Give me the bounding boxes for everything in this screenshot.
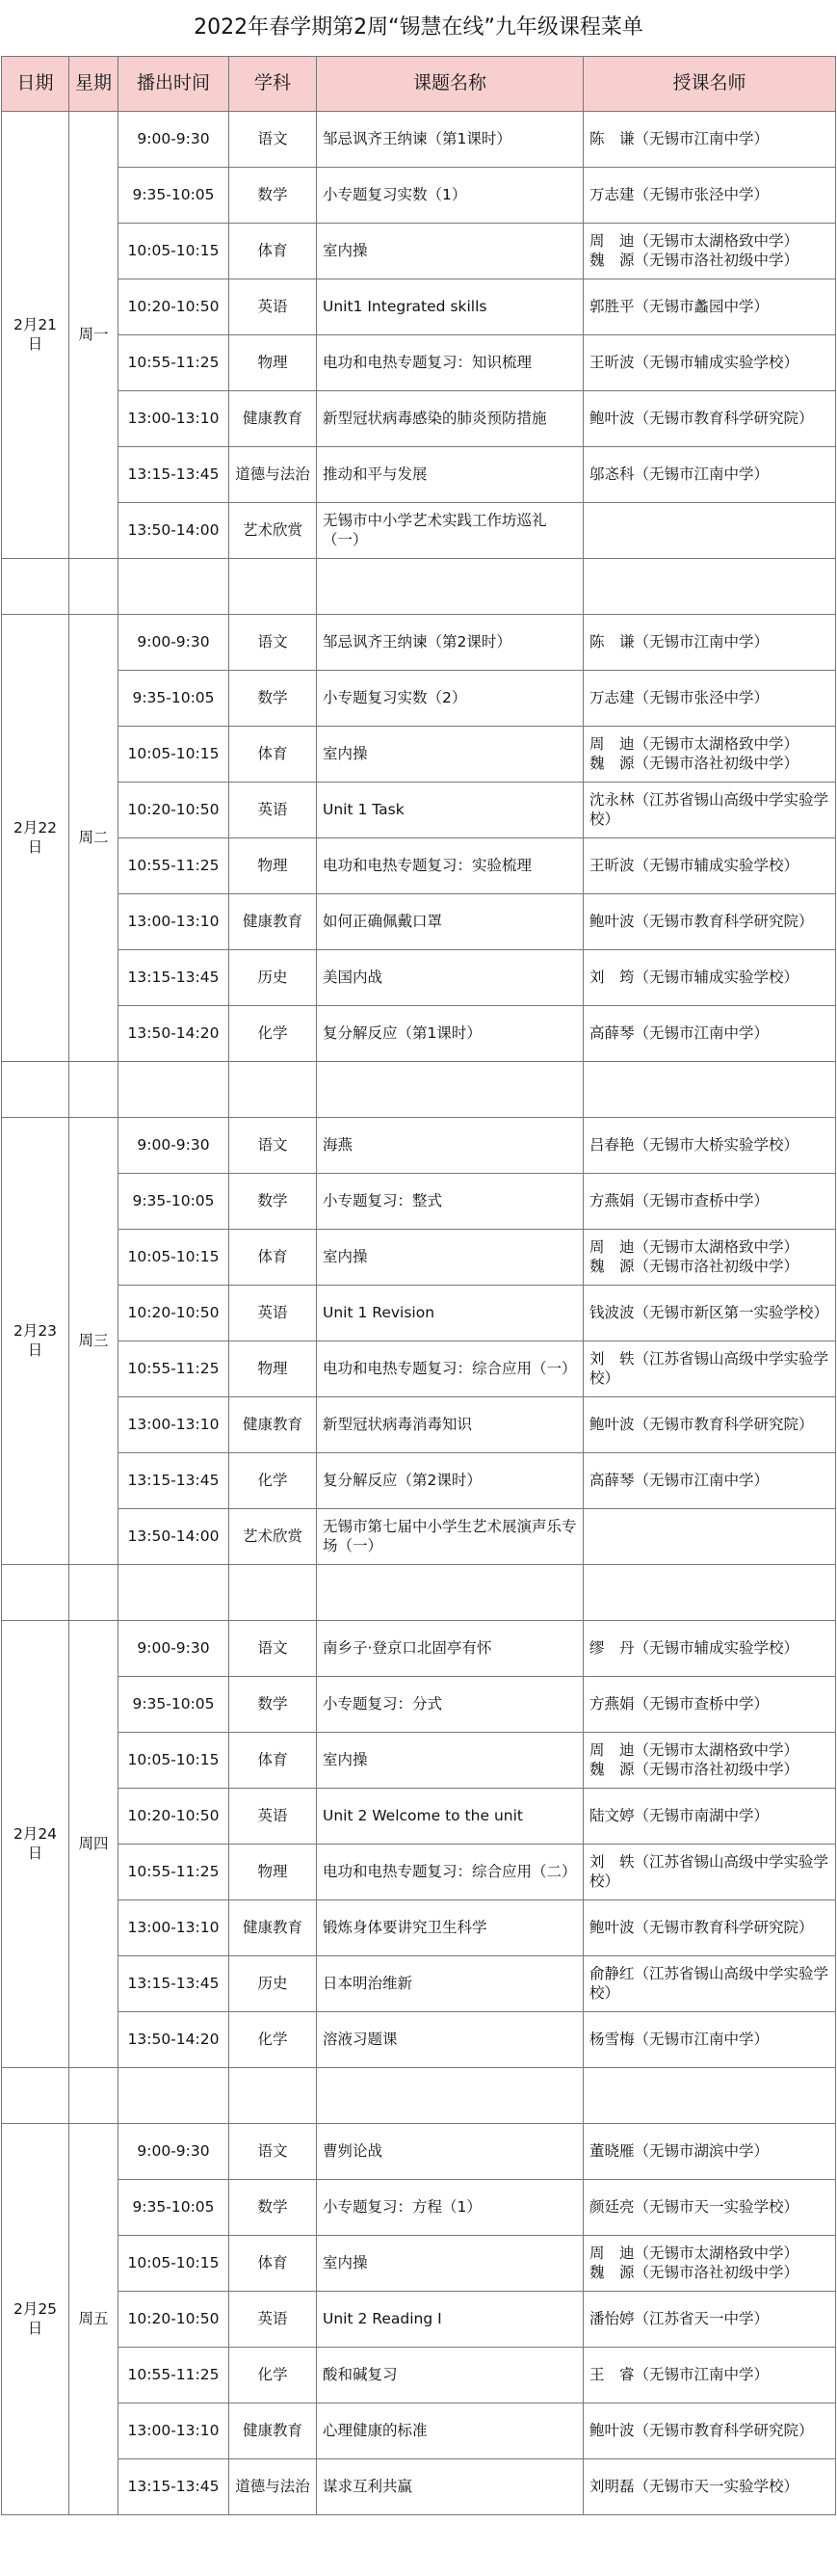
topic-cell: 新型冠状病毒感染的肺炎预防措施 [317,391,584,447]
table-row [2,1733,836,1789]
topic-cell: Unit 1 Revision [317,1286,584,1341]
subject-cell: 数学 [229,168,317,224]
table-row [2,447,836,503]
header-time: 播出时间 [118,57,229,112]
schedule-body [2,112,836,2515]
empty-cell [317,559,584,615]
subject-cell: 历史 [229,1956,317,2012]
table-row [2,1453,836,1509]
table-row [2,950,836,1006]
teacher-cell [584,1509,836,1565]
teacher-name: 郭胜平（无锡市蠡园中学） [589,297,770,315]
time-cell: 13:50-14:20 [118,1006,229,1062]
table-row [2,2180,836,2236]
teacher-name: 周 迪（无锡市太湖格致中学） [589,2244,799,2262]
teacher-cell [584,2348,836,2403]
empty-cell [118,559,229,615]
subject-cell: 英语 [229,2292,317,2348]
teacher-name: 陆文婷（无锡市南湖中学） [589,1806,770,1824]
teacher-cell [584,1733,836,1789]
table-row [2,894,836,950]
empty-cell [584,2068,836,2124]
time-cell: 13:15-13:45 [118,950,229,1006]
time-cell: 9:00-9:30 [118,112,229,168]
date-cell: 2月25日 [2,2124,69,2515]
teacher-cell [584,950,836,1006]
teacher-name: 刘 筠（无锡市辅成实验学校） [589,968,799,986]
teacher-cell [584,2180,836,2236]
teacher-cell [584,1453,836,1509]
teacher-name: 魏 源（无锡市洛社初级中学） [589,252,799,269]
topic-cell: Unit 1 Task [317,783,584,838]
topic-cell: 电功和电热专题复习：实验梳理 [317,838,584,894]
empty-cell [69,559,118,615]
teacher-name: 刘 轶（江苏省锡山高级中学实验学校） [589,1350,829,1387]
subject-cell: 物理 [229,1341,317,1397]
table-row [2,168,836,224]
subject-cell: 道德与法治 [229,447,317,503]
topic-cell: 溶液习题课 [317,2012,584,2068]
topic-cell: Unit 2 Welcome to the unit [317,1789,584,1845]
weekday-cell: 周五 [69,2124,118,2515]
empty-cell [584,559,836,615]
topic-cell: 邹忌讽齐王纳谏（第2课时） [317,615,584,671]
teacher-name: 方燕娟（无锡市查桥中学） [589,1191,770,1209]
teacher-cell [584,1174,836,1230]
time-cell: 13:15-13:45 [118,2459,229,2515]
subject-cell: 语文 [229,1621,317,1677]
teacher-cell [584,671,836,727]
subject-cell: 体育 [229,1230,317,1286]
time-cell: 9:00-9:30 [118,2124,229,2180]
subject-cell: 健康教育 [229,2403,317,2459]
time-cell: 10:55-11:25 [118,2348,229,2403]
table-row [2,1174,836,1230]
teacher-cell [584,1900,836,1956]
subject-cell: 体育 [229,1733,317,1789]
teacher-name: 万志建（无锡市张泾中学） [589,688,770,706]
teacher-name: 周 迪（无锡市太湖格致中学） [589,734,799,753]
subject-cell: 体育 [229,727,317,783]
time-cell: 9:00-9:30 [118,1621,229,1677]
empty-cell [69,2068,118,2124]
teacher-cell [584,1006,836,1062]
subject-cell: 物理 [229,838,317,894]
teacher-cell [584,2012,836,2068]
empty-cell [317,2068,584,2124]
subject-cell: 数学 [229,2180,317,2236]
teacher-name: 杨雪梅（无锡市江南中学） [589,2030,770,2048]
table-row [2,1341,836,1397]
topic-cell: 室内操 [317,2236,584,2292]
empty-cell [317,1062,584,1118]
teacher-name: 鲍叶波（无锡市教育科学研究院） [589,912,814,930]
teacher-cell [584,168,836,224]
subject-cell: 健康教育 [229,1397,317,1453]
teacher-cell [584,1845,836,1900]
time-cell: 13:15-13:45 [118,1956,229,2012]
teacher-cell [584,1341,836,1397]
topic-cell: 电功和电热专题复习：知识梳理 [317,335,584,391]
subject-cell: 英语 [229,783,317,838]
teacher-cell [584,335,836,391]
empty-cell [69,1062,118,1118]
time-cell: 10:55-11:25 [118,838,229,894]
empty-cell [2,2068,69,2124]
header-teacher: 授课名师 [584,57,836,112]
table-row [2,838,836,894]
teacher-name: 鲍叶波（无锡市教育科学研究院） [589,1918,814,1936]
subject-cell: 数学 [229,671,317,727]
teacher-name: 王昕波（无锡市辅成实验学校） [589,353,799,371]
date-cell: 2月21日 [2,112,69,559]
teacher-cell [584,1230,836,1286]
table-row [2,671,836,727]
empty-cell [118,1062,229,1118]
subject-cell: 物理 [229,335,317,391]
topic-cell: 小专题复习实数（2） [317,671,584,727]
empty-cell [584,1565,836,1621]
teacher-name: 王 睿（无锡市江南中学） [589,2365,770,2383]
time-cell: 13:00-13:10 [118,1397,229,1453]
time-cell: 10:55-11:25 [118,1845,229,1900]
table-row [2,1900,836,1956]
subject-cell: 化学 [229,2348,317,2403]
time-cell: 10:55-11:25 [118,1341,229,1397]
empty-cell [584,1062,836,1118]
table-row [2,1789,836,1845]
topic-cell: 谋求互利共赢 [317,2459,584,2515]
teacher-name: 万志建（无锡市张泾中学） [589,185,770,203]
time-cell: 10:20-10:50 [118,2292,229,2348]
topic-cell: 室内操 [317,224,584,279]
subject-cell: 数学 [229,1174,317,1230]
weekday-cell: 周一 [69,112,118,559]
table-row [2,503,836,559]
table-row [2,224,836,279]
spacer-row [2,559,836,615]
weekday-cell: 周二 [69,615,118,1062]
empty-cell [317,1565,584,1621]
teacher-cell [584,1677,836,1733]
teacher-name: 周 迪（无锡市太湖格致中学） [589,1237,799,1256]
empty-cell [2,1062,69,1118]
topic-cell: 小专题复习：方程（1） [317,2180,584,2236]
empty-cell [229,559,317,615]
teacher-name: 俞静红（江苏省锡山高级中学实验学校） [589,1965,829,2002]
teacher-name: 钱波波（无锡市新区第一实验学校） [589,1303,829,1321]
time-cell: 9:35-10:05 [118,1677,229,1733]
topic-cell: 室内操 [317,727,584,783]
subject-cell: 语文 [229,615,317,671]
teacher-cell [584,2124,836,2180]
subject-cell: 艺术欣赏 [229,1509,317,1565]
teacher-name: 魏 源（无锡市洛社初级中学） [589,2264,799,2281]
time-cell: 10:05-10:15 [118,224,229,279]
topic-cell: 电功和电热专题复习：综合应用（一） [317,1341,584,1397]
header-weekday: 星期 [69,57,118,112]
teacher-cell [584,1286,836,1341]
table-row [2,1677,836,1733]
teacher-cell [584,2236,836,2292]
teacher-name: 沈永林（江苏省锡山高级中学实验学校） [589,791,829,828]
topic-cell: 如何正确佩戴口罩 [317,894,584,950]
topic-cell: 推动和平与发展 [317,447,584,503]
table-row [2,279,836,335]
teacher-cell [584,224,836,279]
table-row [2,1956,836,2012]
header-date: 日期 [2,57,69,112]
table-row [2,2292,836,2348]
teacher-cell [584,391,836,447]
table-row [2,1286,836,1341]
teacher-cell [584,727,836,783]
teacher-name: 董晓雁（无锡市湖滨中学） [589,2141,770,2160]
time-cell: 13:00-13:10 [118,1900,229,1956]
teacher-cell [584,894,836,950]
subject-cell: 语文 [229,2124,317,2180]
table-row [2,783,836,838]
topic-cell: 锻炼身体要讲究卫生科学 [317,1900,584,1956]
teacher-name: 潘怡婷（江苏省天一中学） [589,2309,770,2327]
table-row [2,2459,836,2515]
table-row [2,615,836,671]
subject-cell: 化学 [229,1006,317,1062]
time-cell: 10:05-10:15 [118,727,229,783]
header-row [2,57,836,112]
teacher-cell [584,615,836,671]
teacher-name: 吕春艳（无锡市大桥实验学校） [589,1135,799,1154]
date-cell: 2月24日 [2,1621,69,2068]
table-row [2,1118,836,1174]
header-topic: 课题名称 [317,57,584,112]
table-row [2,2403,836,2459]
teacher-cell [584,1397,836,1453]
empty-cell [229,1062,317,1118]
table-row [2,1397,836,1453]
time-cell: 10:05-10:15 [118,1230,229,1286]
date-cell: 2月22日 [2,615,69,1062]
teacher-name: 陈 谦（无锡市江南中学） [589,632,770,651]
table-row [2,2348,836,2403]
empty-cell [229,1565,317,1621]
teacher-cell [584,2459,836,2515]
teacher-cell [584,1789,836,1845]
teacher-name: 颜廷亮（无锡市天一实验学校） [589,2197,799,2216]
empty-cell [229,2068,317,2124]
teacher-cell [584,1118,836,1174]
subject-cell: 英语 [229,1286,317,1341]
table-row [2,335,836,391]
topic-cell: 室内操 [317,1733,584,1789]
table-row [2,1230,836,1286]
subject-cell: 语文 [229,1118,317,1174]
time-cell: 10:20-10:50 [118,279,229,335]
weekday-cell: 周四 [69,1621,118,2068]
teacher-cell [584,783,836,838]
topic-cell: 日本明治维新 [317,1956,584,2012]
teacher-name: 王昕波（无锡市辅成实验学校） [589,856,799,874]
time-cell: 10:20-10:50 [118,1286,229,1341]
topic-cell: Unit1 Integrated skills [317,279,584,335]
subject-cell: 体育 [229,2236,317,2292]
topic-cell: 新型冠状病毒消毒知识 [317,1397,584,1453]
topic-cell: 心理健康的标准 [317,2403,584,2459]
table-row [2,1509,836,1565]
subject-cell: 数学 [229,1677,317,1733]
time-cell: 10:20-10:50 [118,1789,229,1845]
subject-cell: 健康教育 [229,391,317,447]
teacher-cell [584,2403,836,2459]
topic-cell: 室内操 [317,1230,584,1286]
time-cell: 9:35-10:05 [118,671,229,727]
time-cell: 13:00-13:10 [118,894,229,950]
teacher-cell [584,447,836,503]
empty-cell [69,1565,118,1621]
table-row [2,2124,836,2180]
teacher-name: 陈 谦（无锡市江南中学） [589,129,770,147]
topic-cell: 电功和电热专题复习：综合应用（二） [317,1845,584,1900]
teacher-name: 缪 丹（无锡市辅成实验学校） [589,1638,799,1657]
spacer-row [2,1062,836,1118]
teacher-cell [584,503,836,559]
schedule-table [1,56,836,2515]
empty-cell [2,1565,69,1621]
time-cell: 13:15-13:45 [118,1453,229,1509]
topic-cell: 无锡市中小学艺术实践工作坊巡礼（一） [317,503,584,559]
topic-cell: 曹刿论战 [317,2124,584,2180]
topic-cell: 复分解反应（第2课时） [317,1453,584,1509]
table-row [2,391,836,447]
topic-cell: Unit 2 Reading I [317,2292,584,2348]
teacher-name: 周 迪（无锡市太湖格致中学） [589,1740,799,1759]
teacher-name: 鲍叶波（无锡市教育科学研究院） [589,409,814,427]
subject-cell: 艺术欣赏 [229,503,317,559]
empty-cell [118,2068,229,2124]
time-cell: 13:15-13:45 [118,447,229,503]
topic-cell: 海燕 [317,1118,584,1174]
teacher-cell [584,1956,836,2012]
teacher-name: 周 迪（无锡市太湖格致中学） [589,231,799,250]
table-row [2,727,836,783]
teacher-cell [584,279,836,335]
time-cell: 9:00-9:30 [118,615,229,671]
page-title: 2022年春学期第2周“锡慧在线”九年级课程菜单 [194,15,643,40]
teacher-cell [584,2292,836,2348]
time-cell: 13:50-14:00 [118,503,229,559]
date-cell: 2月23日 [2,1118,69,1565]
topic-cell: 小专题复习：整式 [317,1174,584,1230]
teacher-name: 高薛琴（无锡市江南中学） [589,1023,770,1042]
subject-cell: 健康教育 [229,894,317,950]
teacher-name: 魏 源（无锡市洛社初级中学） [589,755,799,772]
teacher-name: 魏 源（无锡市洛社初级中学） [589,1258,799,1275]
subject-cell: 语文 [229,112,317,168]
table-row [2,112,836,168]
topic-cell: 南乡子·登京口北固亭有怀 [317,1621,584,1677]
time-cell: 9:35-10:05 [118,168,229,224]
table-row [2,2012,836,2068]
teacher-cell [584,1621,836,1677]
teacher-name: 魏 源（无锡市洛社初级中学） [589,1761,799,1778]
topic-cell: 小专题复习实数（1） [317,168,584,224]
empty-cell [2,559,69,615]
time-cell: 10:55-11:25 [118,335,229,391]
teacher-name: 高薛琴（无锡市江南中学） [589,1471,770,1489]
time-cell: 9:35-10:05 [118,1174,229,1230]
time-cell: 9:00-9:30 [118,1118,229,1174]
subject-cell: 化学 [229,1453,317,1509]
subject-cell: 化学 [229,2012,317,2068]
table-row [2,2236,836,2292]
topic-cell: 酸和碱复习 [317,2348,584,2403]
topic-cell: 邹忌讽齐王纳谏（第1课时） [317,112,584,168]
time-cell: 10:05-10:15 [118,1733,229,1789]
time-cell: 9:35-10:05 [118,2180,229,2236]
subject-cell: 历史 [229,950,317,1006]
teacher-cell [584,112,836,168]
teacher-name: 鲍叶波（无锡市教育科学研究院） [589,1415,814,1433]
spacer-row [2,1565,836,1621]
subject-cell: 健康教育 [229,1900,317,1956]
subject-cell: 英语 [229,279,317,335]
time-cell: 13:00-13:10 [118,2403,229,2459]
time-cell: 10:20-10:50 [118,783,229,838]
subject-cell: 道德与法治 [229,2459,317,2515]
topic-cell: 复分解反应（第1课时） [317,1006,584,1062]
subject-cell: 体育 [229,224,317,279]
teacher-name: 方燕娟（无锡市查桥中学） [589,1694,770,1713]
topic-cell: 无锡市第七届中小学生艺术展演声乐专场（一） [317,1509,584,1565]
topic-cell: 小专题复习：分式 [317,1677,584,1733]
time-cell: 13:00-13:10 [118,391,229,447]
time-cell: 10:05-10:15 [118,2236,229,2292]
weekday-cell: 周三 [69,1118,118,1565]
teacher-name: 刘 轶（江苏省锡山高级中学实验学校） [589,1853,829,1890]
teacher-name: 刘明磊（无锡市天一实验学校） [589,2477,799,2495]
teacher-name: 邬忞科（无锡市江南中学） [589,465,770,483]
time-cell: 13:50-14:00 [118,1509,229,1565]
table-row [2,1006,836,1062]
table-row [2,1621,836,1677]
table-row [2,1845,836,1900]
topic-cell: 美国内战 [317,950,584,1006]
teacher-name: 鲍叶波（无锡市教育科学研究院） [589,2421,814,2439]
time-cell: 13:50-14:20 [118,2012,229,2068]
subject-cell: 物理 [229,1845,317,1900]
subject-cell: 英语 [229,1789,317,1845]
teacher-cell [584,838,836,894]
empty-cell [118,1565,229,1621]
header-subject: 学科 [229,57,317,112]
spacer-row [2,2068,836,2124]
